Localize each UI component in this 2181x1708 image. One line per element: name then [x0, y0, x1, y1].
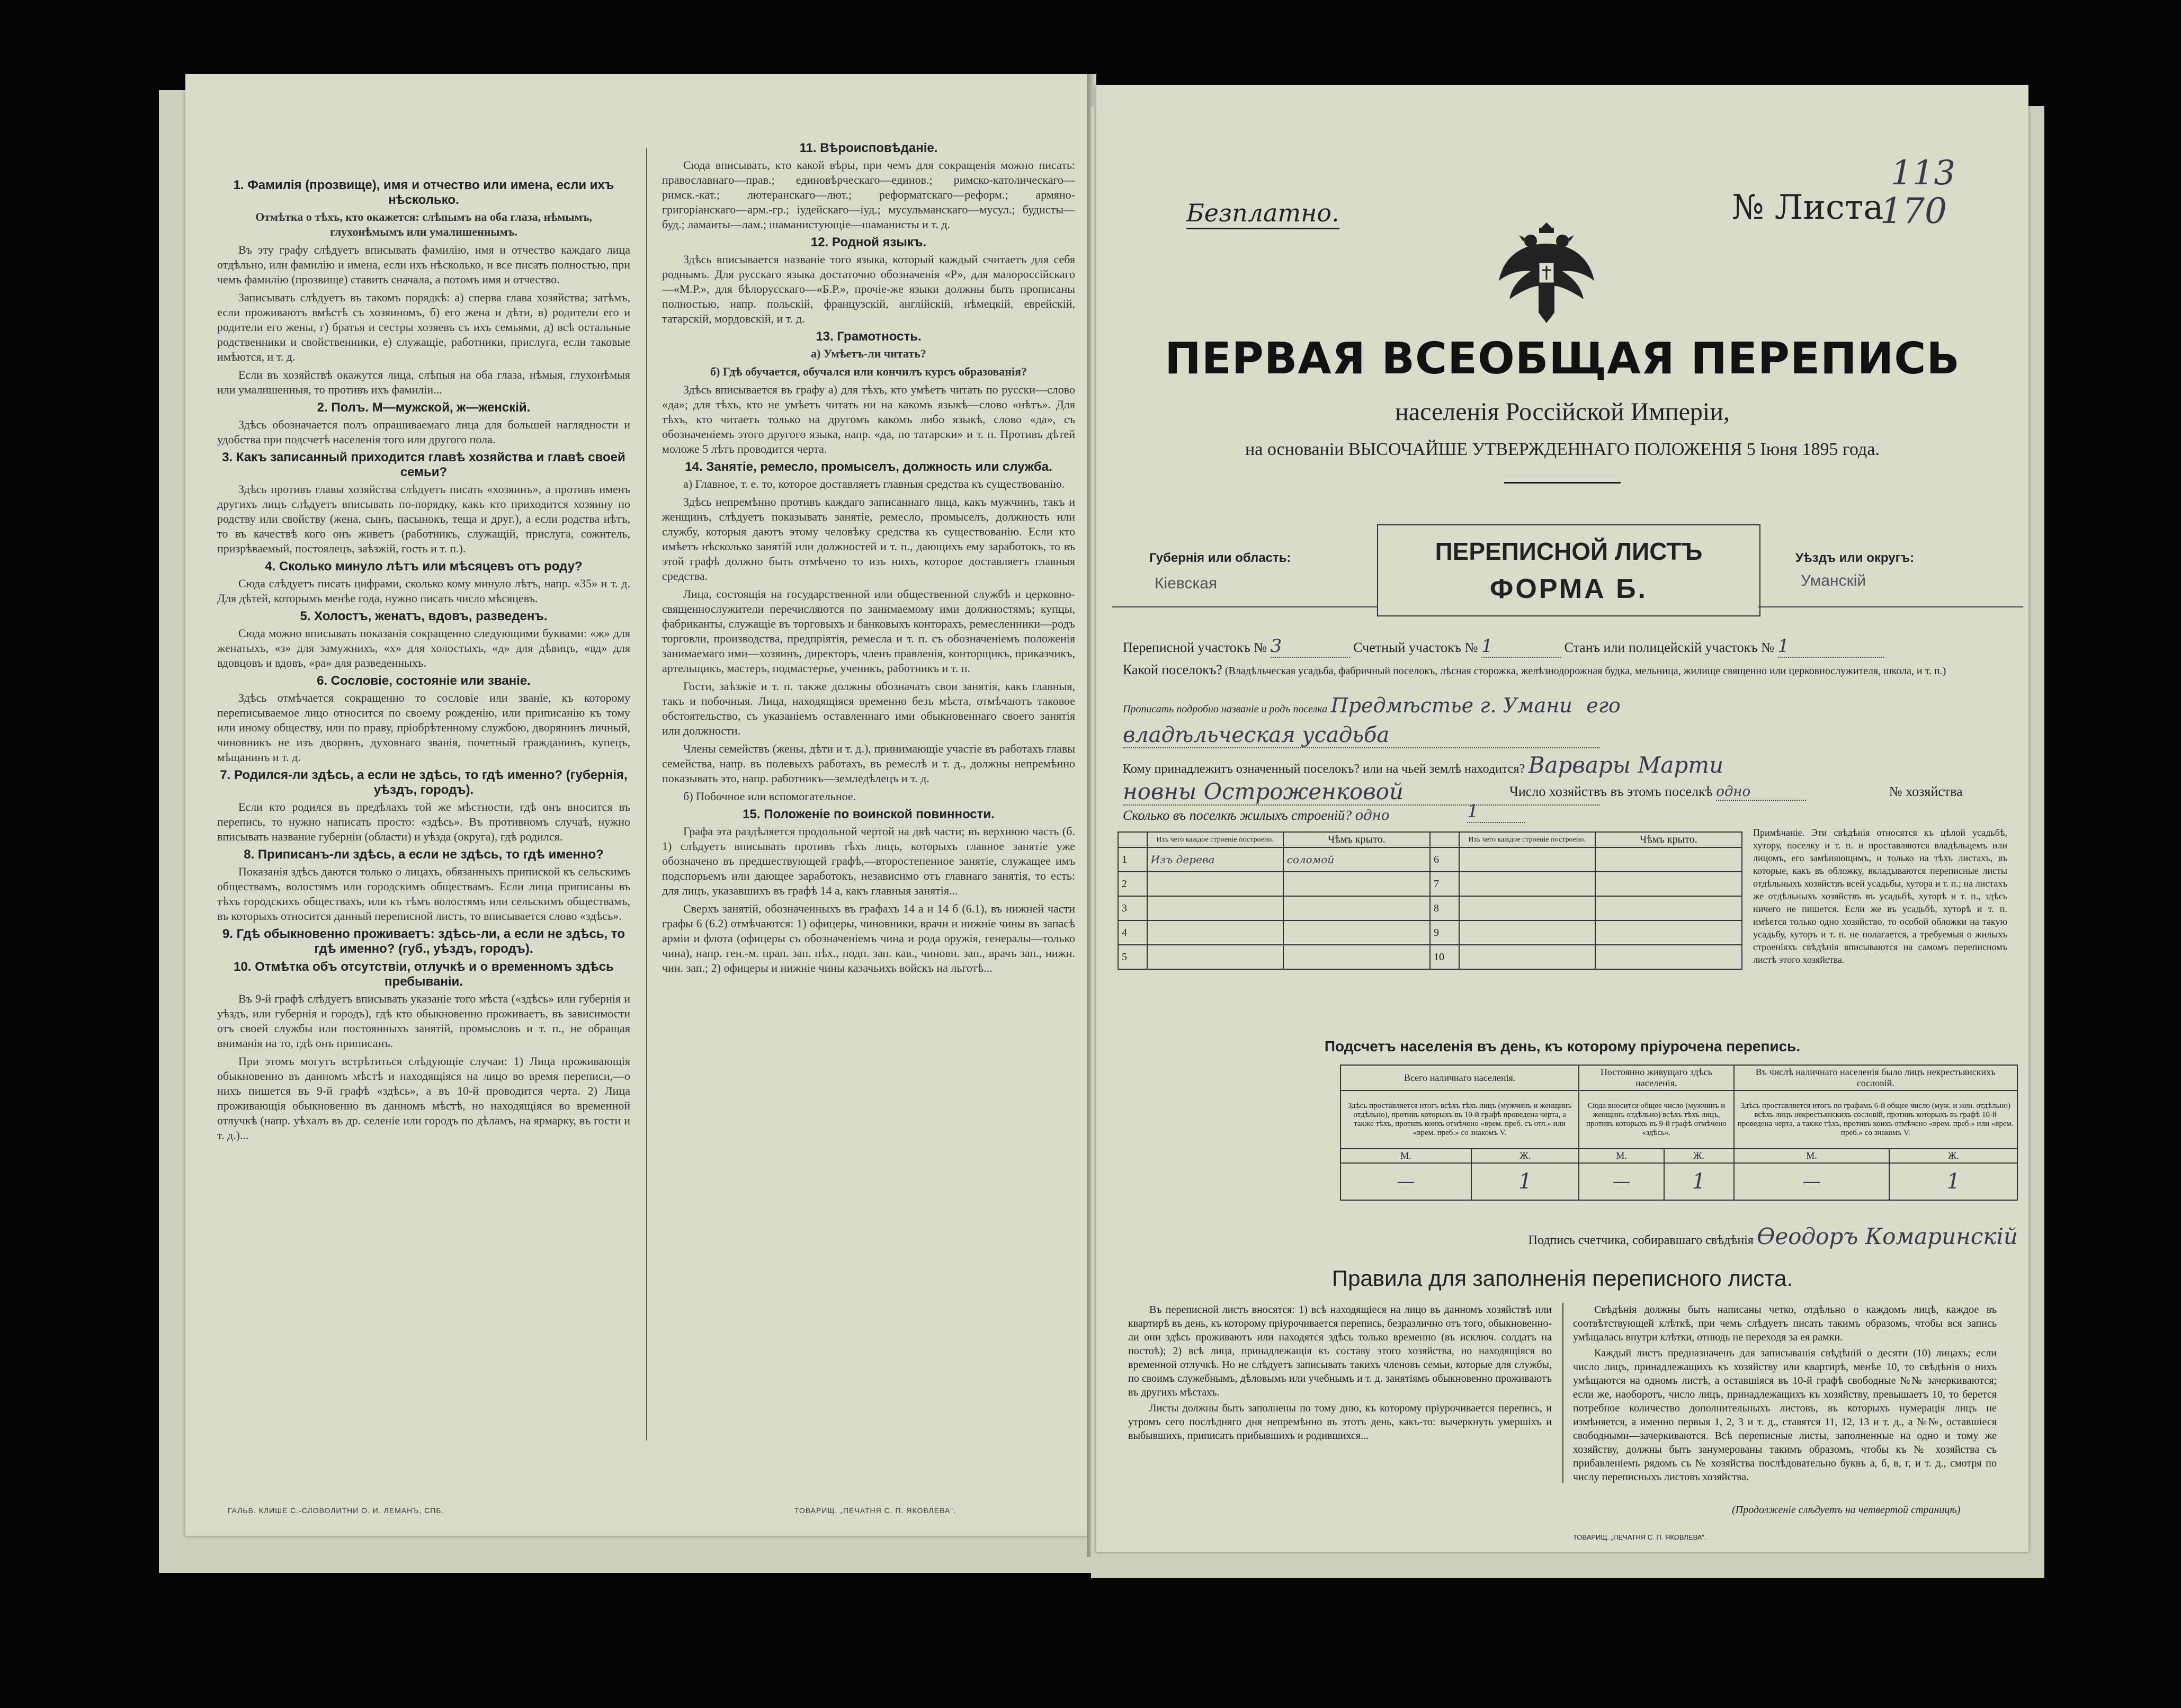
section-13-title: 13. Грамотность.: [816, 329, 922, 344]
total-male-value: —: [1340, 1163, 1471, 1200]
left-footer-2: ТОВАРИЩ. „ПЕЧАТНЯ С. П. ЯКОВЛЕВА“.: [794, 1506, 956, 1515]
stan-value: 1: [1778, 636, 1884, 658]
building-roof: [1595, 872, 1742, 896]
owner-line: [1123, 752, 2023, 778]
section-11-title: 11. Вѣроисповѣданіе.: [799, 141, 938, 155]
section-12-text: Здѣсь вписывается названіе того языка, который каждый считаетъ для себя роднымъ. Для русскаго языка достаточно обозначенія «Р», для малороссійскаго—«М.Р.», для бѣлорусскаго—«Б.Р.», прочіе-же языки должны быть прописаны полностью, напр. польскій, французскій, англійскій, нѣмецкій, еврейскій, татарскій, мордовскій, и т. д.: [662, 253, 1075, 325]
column-divider: [646, 148, 647, 1441]
section-10-title: 10. Отмѣтка объ отсутствіи, отлучкѣ и о временномъ здѣсь пребываніи.: [234, 960, 614, 989]
building-row-number: 6: [1430, 847, 1459, 872]
building-material: [1459, 920, 1595, 945]
owner-label: Кому принадлежитъ означенный поселокъ? или на чьей землѣ находится?: [1123, 762, 1525, 776]
census-form-page: [1096, 85, 2028, 1552]
building-material: Изъ дерева: [1147, 847, 1283, 872]
female-header: Ж.: [1471, 1149, 1579, 1163]
free-label: Безплатно.: [1186, 199, 1339, 227]
building-row-number: 10: [1430, 945, 1459, 969]
buildings-label: Сколько въ поселкѣ жилыхъ строеній?: [1123, 808, 1352, 823]
section-15-text: Графа эта раздѣляется продольной чертой на двѣ части; въ верхнюю часть (б. 1) слѣдуетъ вписывать противъ тѣхъ лицъ, которыхъ главное занятіе уже обозначено въ предшествующей графѣ,—второстепенное занятіе, служащее имъ подспорьемъ или дающее заработокъ, независимо отъ главнаго занятія, то есть: для лицъ, указавшихъ въ графѣ 14 а, какъ главныя занятія...: [662, 825, 1075, 897]
section-6-title: 6. Сословіе, состояніе или званіе.: [317, 674, 531, 688]
settlement-value-1: Предмѣстье г. Умани: [1330, 694, 1572, 717]
rules-text: Каждый листъ предназначенъ для записыванія свѣдѣній о десяти (10) лицахъ; если число лицъ, принадлежащихъ къ хозяйству или квартирѣ, менѣе 10, то свѣдѣнія о нихъ умѣщаются на одномъ листѣ, а оставшіяся въ 10-й графѣ свободные №№ зачеркиваются; если же, наоборотъ, число лицъ, принадлежащихъ къ хозяйству, превышаетъ 10, то берется потребное количество дополнительныхъ листовъ, въ которыхъ нумерація лицъ не измѣняется, а именно первыя 1, 2, 3 и т. д., ставятся 11, 12, 13 и т. д., а №№, оставшіеся свободными—зачеркиваются. Всѣ переписные листы, заполненные на одно и тому же хозяйству, должны быть занумерованы такимъ образомъ, чтобы къ № хозяйства съ прибавленіемъ рядомъ съ № хозяйства послѣдовательно буквъ а, б, в, г, и т. д., смотря по числу переписныхъ листовъ хозяйства.: [1573, 1347, 1997, 1483]
building-material: [1459, 896, 1595, 920]
section-1-title: 1. Фамилія (прозвище), имя и отчество или имена, если ихъ нѣсколько.: [233, 178, 614, 207]
gubernia-label: Губернія или область:: [1149, 551, 1291, 565]
building-row-number: 2: [1118, 872, 1147, 896]
male-header: М.: [1579, 1149, 1664, 1163]
section-9-title: 9. Гдѣ обыкновенно проживаетъ: здѣсь-ли, а если не здѣсь, то гдѣ именно? (губ., уѣздъ, городъ).: [222, 927, 625, 956]
form-header: [1112, 524, 2023, 614]
owner-value-2: новны Остроженковой: [1123, 779, 1599, 806]
section-4-text: Сюда слѣдуетъ писать цифрами, сколько кому минуло лѣтъ, напр. «35» и т. д. Для дѣтей, которымъ менѣе года, нужно писать число мѣсяцевъ.: [217, 577, 630, 605]
buildings-table: [1118, 831, 1742, 970]
population-desc-total: Здѣсь проставляется итогъ всѣхъ тѣхъ лицъ (мужчинъ и женщинъ отдѣльно), противъ которыхъ въ 10-й графѣ проведена черта, а также тѣхъ, противъ коихъ отмѣчено «врем. преб. съ отл.» или «врем. преб.» со знакомъ V.: [1340, 1090, 1579, 1149]
section-5-title: 5. Холостъ, женатъ, вдовъ, разведенъ.: [300, 609, 548, 623]
owner-value-1: Варвары Марти: [1528, 752, 1724, 778]
section-4-title: 4. Сколько минуло лѣтъ или мѣсяцевъ отъ роду?: [265, 559, 583, 574]
instructions-column-1: [217, 175, 630, 1419]
section-7-text: Если кто родился въ предѣлахъ той же мѣстности, гдѣ онъ вносится въ перепись, то нужно написать просто: «здѣсь». Въ противномъ случаѣ, нужно вписывать название губерніи (области) и уѣзда (округа), гдѣ родился.: [217, 800, 630, 843]
settlement-hint: (Владѣльческая усадьба, фабричный поселокъ, лѣсная сторожка, желѣзнодорожная будка, мельница, жилище священно или церковнослужителя, школа, и т. п.): [1224, 665, 1946, 677]
settlement-hint-2: Прописать подробно названіе и родъ поселка: [1123, 703, 1328, 715]
non-peasant-female-value: 1: [1889, 1163, 2017, 1200]
continued-note: (Продолженіе слѣдуетъ на четвертой страницѣ): [1732, 1504, 1961, 1516]
sheet-number-label: № Листа: [1732, 188, 1884, 227]
building-material: [1459, 945, 1595, 969]
building-row-number: 9: [1430, 920, 1459, 945]
form-main-title: ПЕРВАЯ ВСЕОБЩАЯ ПЕРЕПИСЬ: [1165, 334, 1960, 384]
section-13b: б) Гдѣ обучается, обучался или кончилъ курсъ образованія?: [710, 365, 1027, 378]
section-13a: а) Умѣетъ-ли читать?: [811, 347, 926, 360]
section-14-text: Лица, состоящія на государственной или общественной службѣ и церковно-священнослужители перечисляются по занимаемому ими должностямъ; купцы, фабриканты, служащіе въ торговыхъ и банковыхъ конторахъ, ремесленники—родъ торговли, производства, предпріятія, ремесла и т. п. съ обозначеніемъ положенія занимаемаго ими—хозяинъ, директоръ, членъ правленія, конторщикъ, приказчикъ, артельщикъ, мастеръ, подмастерье, ученикъ, работникъ и т. п.: [662, 587, 1075, 675]
double-headed-eagle-icon: [1494, 212, 1599, 328]
building-roof: [1595, 920, 1742, 945]
rules-text: Листы должны быть заполнены по тому дню, къ которому пріурочивается перепись, и утромъ сего послѣдняго дня непремѣнно въ этотъ день, какъ-то: вычеркнуть умершіхъ и выбывшихъ, приписать прибывшихъ и родившихся...: [1128, 1402, 1552, 1442]
section-3-title: 3. Какъ записанный приходится главѣ хозяйства и главѣ своей семьи?: [222, 450, 625, 479]
section-14-text: Гости, заѣзжіе и т. п. также должны обозначать свои занятія, какъ главныя, такъ и побочныя. Лица, находящіяся временно безъ мѣста, отмѣчаютъ таковое обстоятельство, съ указаніемъ оставленнаго ими обыкновеннаго своего занятія или должности.: [662, 679, 1075, 737]
settlement-label: Какой поселокъ?: [1123, 662, 1222, 677]
sheet-number-top: 113: [1891, 154, 1956, 193]
building-roof: [1283, 920, 1430, 945]
buildings-header-material: Изъ чего каждое строеніе построено.: [1147, 832, 1283, 847]
section-8-title: 8. Приписанъ-ли здѣсь, а если не здѣсь, то гдѣ именно?: [244, 847, 604, 862]
section-1-text: Если въ хозяйствѣ окажутся лица, слѣпыя на оба глаза, нѣмыя, глухонѣмыя или умалишенныя, то противъ ихъ фамиліи...: [217, 368, 630, 396]
signature-label: Подпись счетчика, собиравшаго свѣдѣнія: [1528, 1233, 1754, 1247]
form-type: ФОРМА Б.: [1490, 574, 1648, 604]
settlement-line: [1123, 662, 2023, 678]
uezd-label: Уѣздъ или округъ:: [1795, 551, 1915, 565]
form-title: ПЕРЕПИСНОЙ ЛИСТЪ: [1435, 538, 1703, 565]
population-table: [1340, 1065, 2018, 1201]
section-1-text: Записывать слѣдуетъ въ такомъ порядкѣ: а) сперва глава хозяйства; затѣмъ, если проживаютъ вмѣстѣ съ хозяиномъ, б) его жена и дѣти, в) родители его и родители его жены, г) братья и сестры хозяевъ съ ихъ семьями, д) всѣ остальные родственники и свойственники, е) служащіе, работники, прислуга, если таковые имѣются, и т. д.: [217, 291, 630, 363]
buildings-header-roof-2: Чѣмъ крыто.: [1595, 832, 1742, 847]
female-header: Ж.: [1664, 1149, 1734, 1163]
title-divider: [1504, 482, 1621, 484]
non-peasant-male-value: —: [1734, 1163, 1890, 1200]
signature-value: Өеодоръ Комаринскій: [1756, 1223, 2018, 1249]
population-header-permanent: Постоянно живущаго здѣсь населенія.: [1579, 1065, 1733, 1090]
section-7-title: 7. Родился-ли здѣсь, а если не здѣсь, то гдѣ именно? (губернія, уѣздъ, городъ).: [220, 768, 628, 797]
left-footer-1: ГАЛЬВ. КЛИШЕ С.-СЛОВОЛИТНИ О. И. ЛЕМАНЪ, СПБ.: [228, 1506, 444, 1515]
section-13-text: Здѣсь вписывается въ графу а) для тѣхъ, кто умѣетъ читать по русски—слово «да»; для тѣхъ, кто не умѣетъ читать ни на какомъ языкѣ—слово «нѣтъ». Для тѣхъ, кто читаетъ только на другомъ какомъ либо языкѣ, слово «да», съ обозначеніемъ этого другого языка, напр. «да, по татарски» и т. п. Противъ дѣтей моложе 5 лѣтъ проводится черта.: [662, 383, 1075, 455]
building-material: [1147, 945, 1283, 969]
counting-district-label: Счетный участокъ №: [1353, 640, 1478, 655]
census-district-label: Переписной участокъ №: [1123, 640, 1267, 655]
rules-column-right: [1573, 1303, 1997, 1499]
male-header: М.: [1734, 1149, 1890, 1163]
building-material: [1147, 872, 1283, 896]
permanent-male-value: —: [1579, 1163, 1664, 1200]
gubernia-value: Кіевская: [1155, 575, 1218, 592]
male-header: М.: [1340, 1149, 1471, 1163]
section-14b: б) Побочное или вспомогательное.: [683, 790, 856, 803]
section-15-text: Сверхъ занятій, обозначенныхъ въ графахъ 14 а и 14 б (6.1), въ нижней части графы 6 (6.2) отмѣчаются: 1) офицеры, чиновники, врачи и нижніе чины въ запасѣ армiи и флота (офицеры съ обозначеніемъ чина и рода оружія, генералы—только чина), напр. ген.-м. прап. зап. пѣх., подп. зап. кав., чиновн. зап., врачъ зап., нижн. чин. зап.; 2) офицеры и нижніе чины казачьихъ войскъ на льготѣ...: [662, 902, 1075, 974]
households-label: Число хозяйствъ въ этомъ поселкѣ: [1509, 784, 1713, 799]
building-roof: [1283, 872, 1430, 896]
building-row-number: 7: [1430, 872, 1459, 896]
building-material: [1459, 847, 1595, 872]
instructions-column-2: [662, 138, 1075, 1419]
instructions-page: [185, 74, 1096, 1536]
household-number-label: № хозяйства: [1889, 784, 1963, 799]
population-header-non-peasant: Въ числѣ наличнаго населенія было лицъ некрестьянскихъ сословій.: [1734, 1065, 2017, 1090]
settlement-value-2: владѣльческая усадьба: [1123, 723, 1599, 748]
population-desc-permanent: Сюда вносится общее число (мужчинъ и женщинъ отдѣльно) всѣхъ тѣхъ лицъ, противъ которыхъ въ 9-й графѣ отмѣчено «здѣсь».: [1579, 1090, 1733, 1149]
form-subtitle: населенія Россійской Имперіи,: [1395, 398, 1730, 426]
uezd-value: Уманскій: [1801, 572, 1866, 589]
right-footer: ТОВАРИЩ. „ПЕЧАТНЯ С. П. ЯКОВЛЕВА“.: [1573, 1533, 1706, 1541]
building-roof: [1595, 847, 1742, 872]
stan-label: Станъ или полицейскій участокъ №: [1564, 640, 1775, 655]
population-header-total: Всего наличнаго населенія.: [1340, 1065, 1579, 1090]
section-12-title: 12. Родной языкъ.: [810, 235, 927, 249]
buildings-note: Примѣчаніе. Эти свѣдѣнія относятся къ цѣлой усадьбѣ, хутору, поселку и т. п. и проставляются владѣльцемъ или лицомъ, его замѣняющимъ, и только на тѣхъ листахъ, въ которые, какъ въ обложку, вкладываются переписные листы отдѣльныхъ хозяйствъ всей усадьбы, хутора и т. п.; на листахъ же отдѣльныхъ хозяйствъ въ усадьбѣ, хуторѣ и т. п., здѣсь ничего не пишется. Если же въ усадьбѣ, хуторѣ и т. п. имѣется только одно хозяйство, то особой обложки на такую усадьбу, хуторъ и т. п. не полагается, а требуемыя о жилыхъ строеніяхъ свѣдѣнія вписываются на самомъ переписномъ листѣ этого хозяйства.: [1753, 827, 2007, 965]
form-basis-line: на основаніи ВЫСОЧАЙШЕ УТВЕРЖДЕННАГО ПОЛОЖЕНІЯ 5 Іюня 1895 года.: [1245, 440, 1880, 459]
sheet-number-handwritten: 170: [1880, 191, 1947, 231]
total-female-value: 1: [1471, 1163, 1579, 1200]
section-14a: а) Главное, т. е. то, которое доставляетъ главныя средства къ существованію.: [683, 477, 1065, 490]
settlement-value-line: [1123, 694, 2023, 717]
section-6-text: Здѣсь отмѣчается сокращенно то сословіе или званіе, къ которому переписываемое лицо относится по своему рожденію, или приписанію къ тому или иному обществу, или по праву, пріобрѣтенному службою, дворянинъ личный, чиновникъ не изъ дворянъ, духовнаго званія, почетный гражданинъ, купецъ, мѣщанинъ и т. д.: [217, 691, 630, 764]
female-header: Ж.: [1889, 1149, 2017, 1163]
rules-column-left: [1128, 1303, 1552, 1488]
buildings-value: одно: [1355, 808, 1390, 824]
section-9-text: Въ 9-й графѣ слѣдуетъ вписывать указаніе того мѣста («здѣсь» или губернія и уѣздъ, или губернія и городъ), гдѣ кто обыкновенно проживаетъ, въ зависимости отъ своей службы или постоянныхъ занятій, промысловъ и т. п., не обращая вниманія на то, гдѣ онъ приписанъ.: [217, 992, 630, 1050]
building-roof: соломой: [1283, 847, 1430, 872]
form-title-box: [1377, 524, 1760, 616]
section-3-text: Здѣсь противъ главы хозяйства слѣдуетъ писать «хозяинъ», а противъ именъ другихъ лицъ слѣдуетъ вписывать по-порядку, какъ кто приходится хозяину по родству или свойству (жена, сынъ, пасынокъ, теща и друг.), а если родства нѣтъ, то въ качествѣ кого онъ живетъ (работникъ, служащій, прислуга, сожитель, призрѣваемый, постоялецъ, зaѣзжій, гость и т. п.).: [217, 482, 630, 555]
rules-text: Свѣдѣнія должны быть написаны четко, отдѣльно о каждомъ лицѣ, каждое въ соотвѣтствующей клѣткѣ, при чемъ слѣдуетъ писать такимъ образомъ, чтобы вся запись умѣщалась внутри клѣтки, отнюдь не переходя за ея рамки.: [1573, 1304, 1997, 1343]
census-district-value: 3: [1271, 636, 1350, 658]
section-14-text: Члены семействъ (жены, дѣти и т. д.), принимающіе участіе въ работахъ главы семейства, напр. въ полевыхъ работахъ, въ ремеслѣ и т. д., должны непремѣнно показывать это, напр. работникъ—земледѣлецъ и т. д.: [662, 742, 1075, 785]
building-roof: [1595, 896, 1742, 920]
section-1-text: Въ эту графу слѣдуетъ вписывать фамилію, имя и отчество каждаго лица отдѣльно, или фамилію и имена, если ихъ нѣсколько, и все писать полностью, при чемъ фамилію (прозвище) ставить сначала, а потомъ имя и отчество.: [217, 243, 630, 286]
buildings-header-material-2: Изъ чего каждое строеніе построено.: [1459, 832, 1595, 847]
permanent-female-value: 1: [1664, 1163, 1734, 1200]
building-roof: [1595, 945, 1742, 969]
building-material: [1147, 920, 1283, 945]
section-2-title: 2. Полъ. М—мужской, ж—женскій.: [317, 400, 531, 415]
households-value: одно: [1716, 784, 1806, 801]
settlement-value-line-2: [1123, 723, 2023, 748]
uezd-underline: [1758, 606, 2023, 607]
building-row-number: 1: [1118, 847, 1147, 872]
building-material: [1147, 896, 1283, 920]
population-desc-non-peasant: Здѣсь проставляется итогъ по графамъ 6-й общее число (муж. и жен. отдѣльно) всѣхъ лицъ некрестьянскихъ сословій, противъ которыхъ въ графѣ 10-й проведена черта, а также тѣхъ, противъ коихъ отмѣчено «врем. преб.» или «врем. преб.» со знакомъ V.: [1734, 1090, 2017, 1149]
section-14-title: 14. Занятіе, ремесло, промыселъ, должность или служба.: [685, 460, 1052, 474]
building-material: [1459, 872, 1595, 896]
section-11-text: Сюда вписывать, кто какой вѣры, при чемъ для сокращенія можно писать: православнаго—прав.; единовѣрческаго—единов.; римско-католическаго—римск.-кат.; лютеранскаго—лют.; реформатскаго—реформ.; армяно-григоріанскаго—арм.-гр.; іудейскаго—іуд.; мусульманскаго—мусул.; будисты—буд.; ламаиты—лам.; шаманистующіе—шаманисты и т. д.: [662, 158, 1075, 231]
counting-district-value: 1: [1481, 636, 1561, 658]
building-roof: [1283, 896, 1430, 920]
rules-title: Правила для заполненія переписного листа.: [1331, 1266, 1793, 1291]
section-15-title: 15. Положеніе по воинской повинности.: [743, 807, 995, 821]
district-line: [1123, 636, 2023, 658]
section-14-text: Здѣсь непремѣнно противъ каждаго записаннаго лица, какъ мужчинъ, такъ и женщинъ, слѣдуетъ показывать занятіе, ремесло, промыселъ, должность или службу, которыя даютъ этому человѣку средства къ существованію. Если кто имѣетъ нѣсколько занятій или должностей и т. п., дающихъ ему заработокъ, то въ этой графѣ должно быть отмѣчено то изъ нихъ, которое доставляетъ главныя средства.: [662, 495, 1075, 583]
building-row-number: 4: [1118, 920, 1147, 945]
building-row-number: 3: [1118, 896, 1147, 920]
buildings-header-roof: Чѣмъ крыто.: [1283, 832, 1430, 847]
building-row-number: 5: [1118, 945, 1147, 969]
population-count-title: Подсчетъ населенія въ день, къ которому пріурочена перепись.: [1324, 1038, 1801, 1054]
building-row-number: 8: [1430, 896, 1459, 920]
enumerator-signature-line: [1340, 1223, 2018, 1249]
section-1-note: Отмѣтка о тѣхъ, кто окажется: слѣпымъ на оба глаза, нѣмымъ, глухонѣмымъ или умалишеннымъ.: [255, 210, 592, 238]
settlement-value-1b: его: [1586, 694, 1621, 717]
rules-divider: [1562, 1303, 1563, 1483]
section-9-text: При этомъ могутъ встрѣтиться слѣдующіе случаи: 1) Лица проживающія обыкновенно въ данномъ мѣстѣ и находящіяся на лицо во время переписи,—о нихъ пишется въ 9-й графѣ «здѣсь», а въ 10-й проводится черта. 2) Лица проживающія обыкновенно въ данномъ мѣстѣ, но находящіяся во временной отлучкѣ (напр. уѣхалъ въ др. селеніе или городъ по дѣламъ, на ярмарку, въ гости и т. д.)...: [217, 1054, 630, 1142]
section-5-text: Сюда можно вписывать показанія сокращенно следующими буквами: «ж» для женатыхъ, «з» для замужнихъ, «х» для холостыхъ, «д» для дѣвицъ, «вд» для вдовцовъ и вдовъ, «ра» для разведенныхъ.: [217, 627, 630, 669]
section-2-text: Здѣсь обозначается полъ опрашиваемаго лица для большей наглядности и удобства при подсчетѣ населенія того или другого пола.: [217, 418, 630, 446]
building-roof: [1283, 945, 1430, 969]
gubernia-underline: [1112, 606, 1377, 607]
section-8-text: Показанія здѣсь даются только о лицахъ, обязанныхъ припиской къ сельскимъ обществамъ, волостямъ или городскимъ обществамъ. Если лица приписаны въ тѣхъ городскихъ обществахъ, или къ тѣмъ волостямъ или сельскимъ обществамъ, въ которыхъ относится данный переписной листъ, то вписывается слово «здѣсь».: [217, 865, 630, 923]
rules-text: Въ переписной листъ вносятся: 1) всѣ находящіеся на лицо въ данномъ хозяйствѣ или квартирѣ въ день, къ которому пріурочивается перепись, безразлично отъ того, обыкновенно-ли они здѣсь проживаютъ или находятся здѣсь только временно (въ исключ. солдатъ на постоѣ); 2) всѣ лица, принадлежащія къ составу этого хозяйства, но находящіяся во временной отлучкѣ. Но не слѣдуетъ записывать такихъ членовъ семьи, которые для службы, по своимъ служебнымъ, дѣловымъ или учебнымъ и т. д. занятіямъ обыкновенно проживаютъ въ другихъ мѣстахъ.: [1128, 1304, 1552, 1398]
household-number-value: 1: [1467, 801, 1525, 823]
buildings-line: [1123, 808, 2023, 824]
